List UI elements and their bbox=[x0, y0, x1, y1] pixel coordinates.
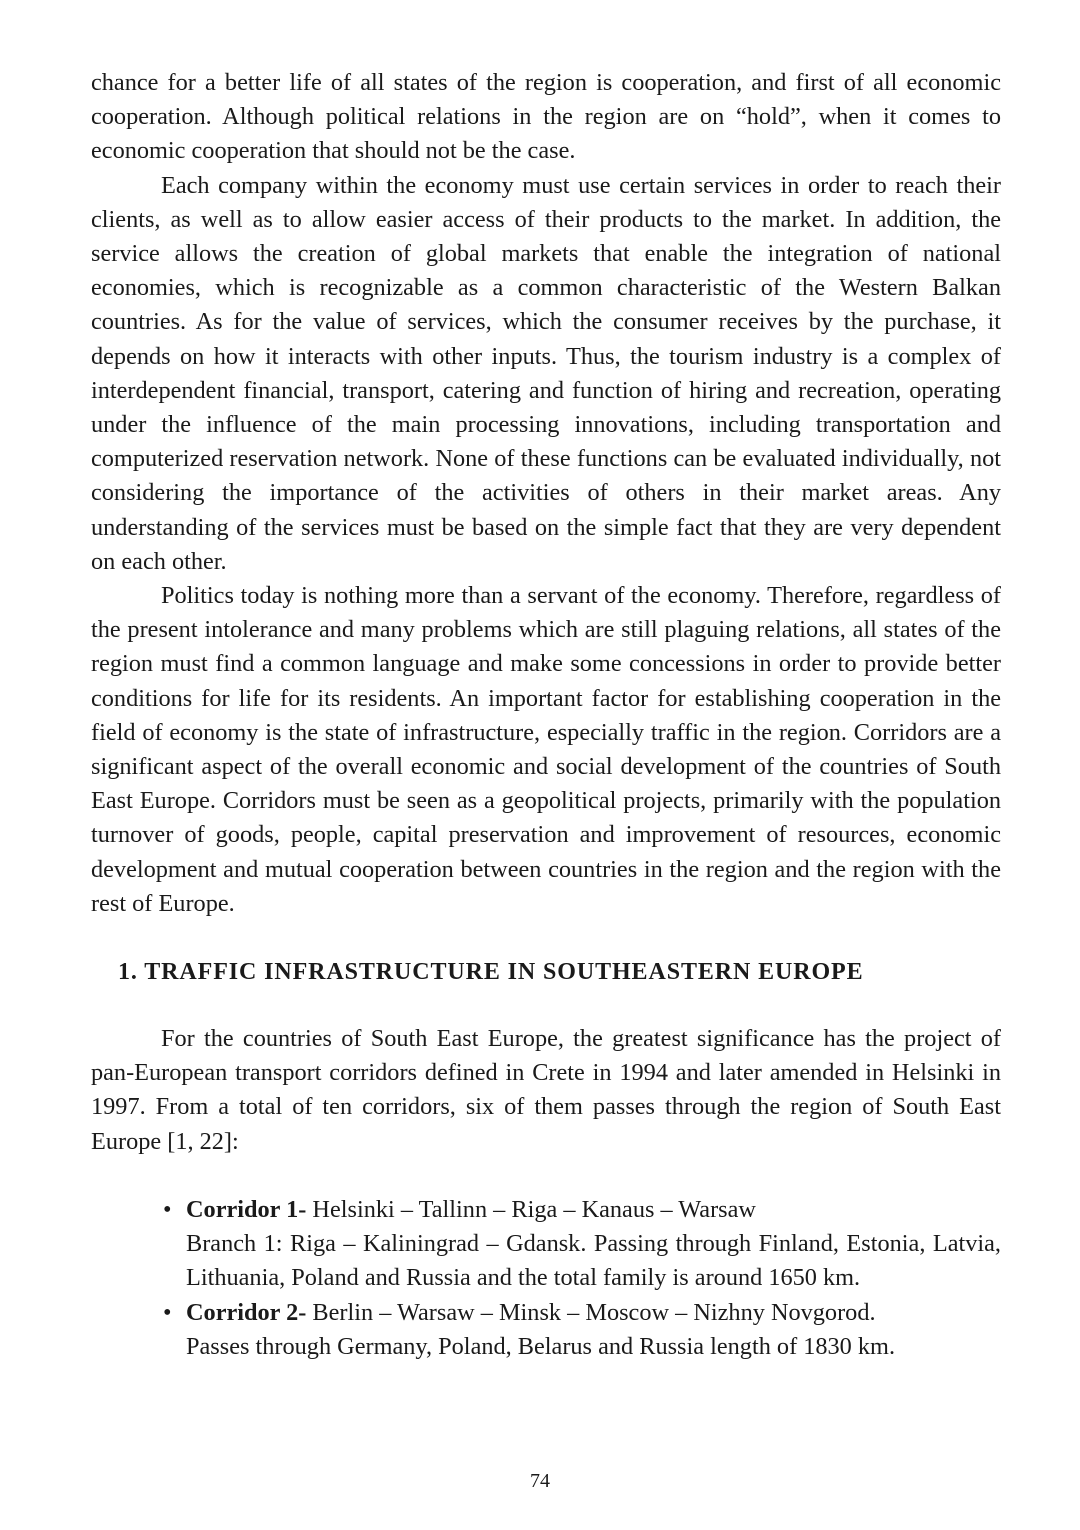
page-body bbox=[91, 66, 1001, 1364]
item-detail: Branch 1: Riga – Kaliningrad – Gdansk. Passing through Finland, Estonia, Latvia, Lithuania, Poland and Russia and the total family is around 1650 km. bbox=[186, 1230, 1001, 1292]
item-title: Corridor 2- bbox=[186, 1298, 307, 1326]
item-route: Helsinki – Tallinn – Riga – Kanaus – Warsaw bbox=[306, 1195, 756, 1223]
paragraph: Each company within the economy must use certain services in order to reach their clients, as well as to allow easier access of their products to the market. In addition, the service allows the creation of global markets that enable the integration of national economies, which is recognizable as a common characteristic of the Western Balkan countries. As for the value of services, which the consumer receives by the purchase, it depends on how it interacts with other inputs. Thus, the tourism industry is a complex of interdependent financial, transport, catering and function of hiring and recreation, operating under the influence of the main processing innovations, including transportation and computerized reservation network. None of these functions can be evaluated individually, not considering the importance of the activities of others in their market areas. Any understanding of the services must be based on the simple fact that they are very dependent on each other. bbox=[91, 171, 1001, 575]
page-number: 74 bbox=[530, 1470, 550, 1492]
item-route: Berlin – Warsaw – Minsk – Moscow – Nizhny Novgorod. bbox=[306, 1298, 876, 1326]
paragraph: Politics today is nothing more than a servant of the economy. Therefore, regardless of the present intolerance and many problems which are still plaguing relations, all states of the region must find a common language and make some concessions in order to provide better conditions for life for its residents. An important factor for establishing cooperation in the field of economy is the state of infrastructure, especially traffic in the region. Corridors are a significant aspect of the overall economic and social development of the countries of South East Europe. Corridors must be seen as a geopolitical projects, primarily with the population turnover of goods, people, capital preservation and improvement of resources, economic development and mutual cooperation between countries in the region and the region with the rest of Europe. bbox=[91, 582, 1001, 917]
list-item bbox=[163, 1296, 1001, 1364]
bullet-icon: • bbox=[163, 1298, 172, 1326]
bullet-icon: • bbox=[163, 1195, 172, 1223]
list-item bbox=[163, 1193, 1001, 1296]
corridor-list bbox=[91, 1193, 1001, 1364]
paragraph: chance for a better life of all states of the region is cooperation, and first of all economic cooperation. Although political relations in the region are on “hold”, when it comes to economic cooperation that should not be the case. bbox=[91, 69, 1001, 165]
section-heading: 1. TRAFFIC INFRASTRUCTURE IN SOUTHEASTERN EUROPE bbox=[118, 959, 864, 986]
paragraph: For the countries of South East Europe, the greatest significance has the project of pan-European transport corridors defined in Crete in 1994 and later amended in Helsinki in 1997. From a total of ten corridors, six of them passes through the region of South East Europe [1, 22]: bbox=[91, 1025, 1001, 1155]
item-title: Corridor 1- bbox=[186, 1195, 307, 1223]
item-detail: Passes through Germany, Poland, Belarus and Russia length of 1830 km. bbox=[186, 1332, 896, 1360]
